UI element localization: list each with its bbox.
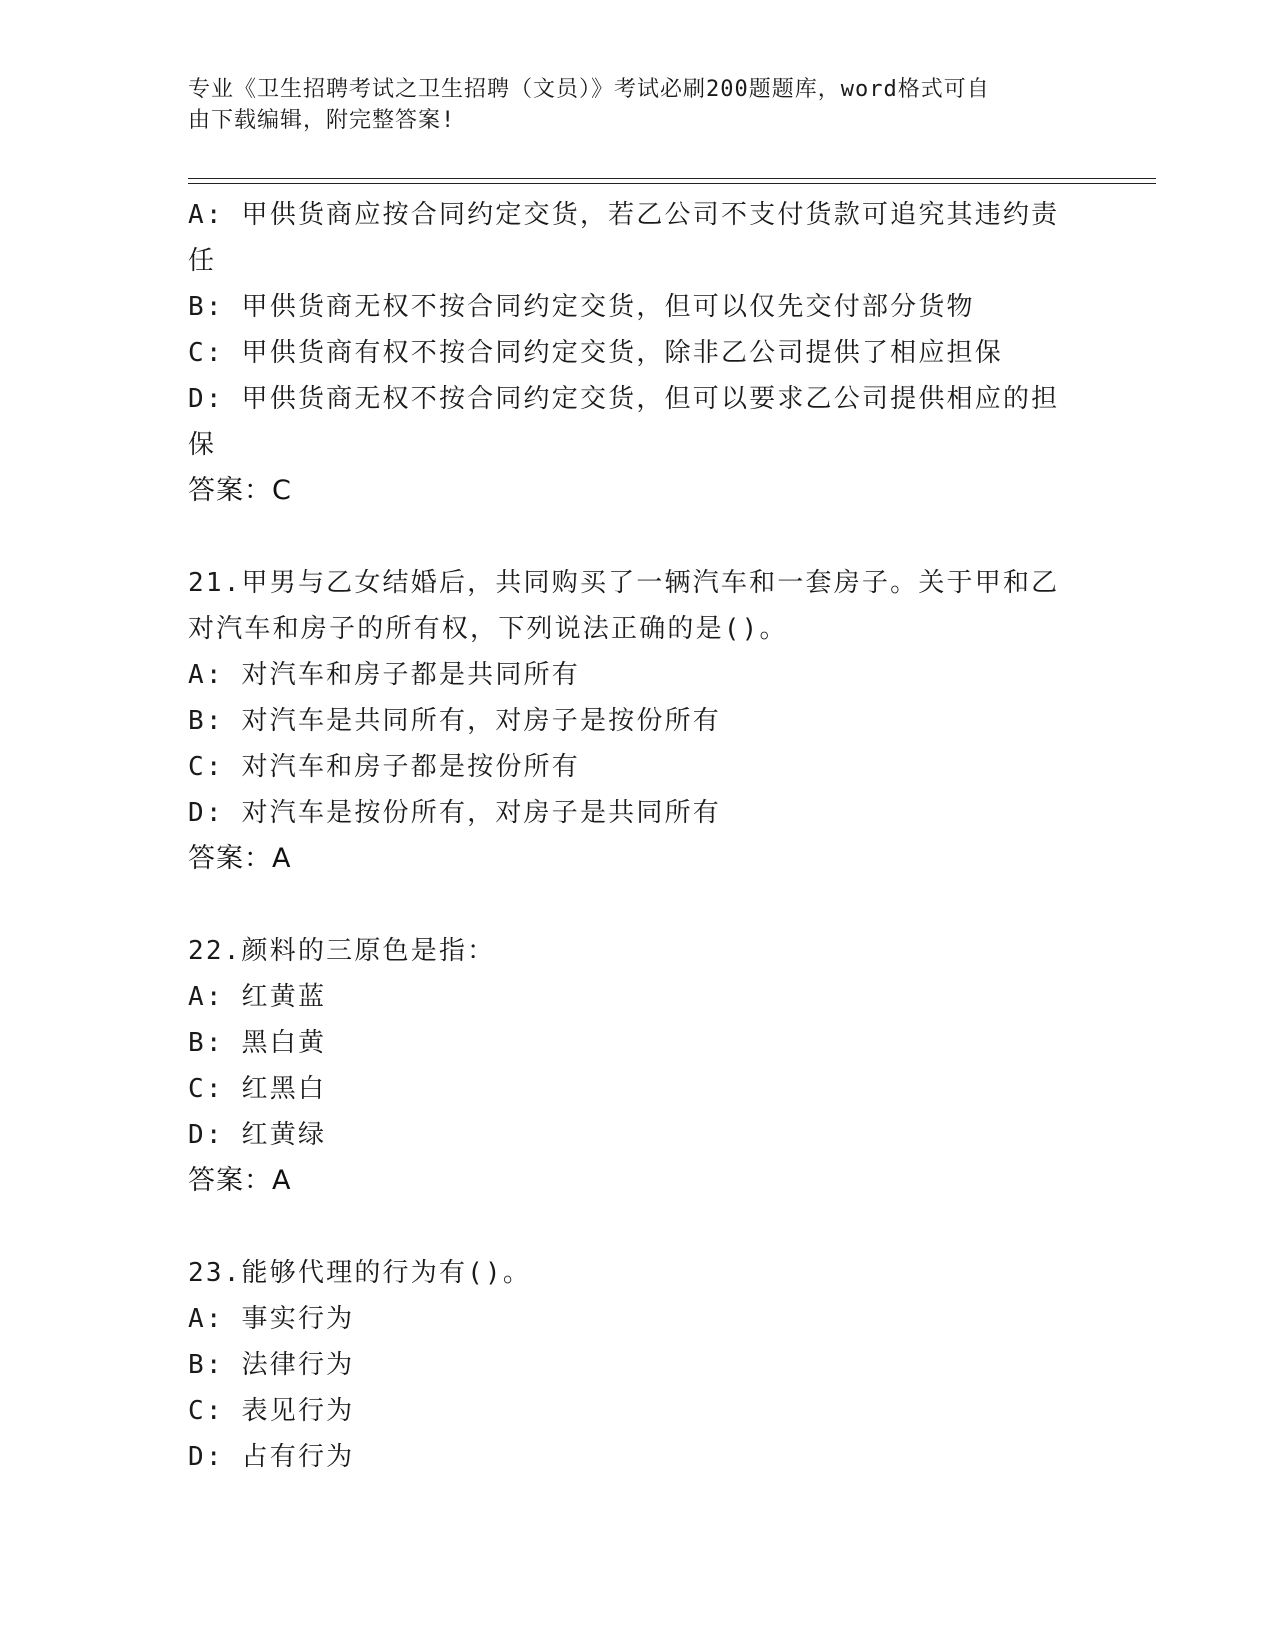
question-list <box>188 192 1088 1480</box>
option-line: B: 甲供货商无权不按合同约定交货，但可以仅先交付部分货物 <box>188 292 975 322</box>
answer-line: 答案：C <box>188 475 292 506</box>
option-line: A: 甲供货商应按合同约定交货，若乙公司不支付货款可追究其违约责 <box>188 200 1060 230</box>
option-b: B: 黑白黄 <box>188 1028 327 1058</box>
option-line: 保 <box>188 430 217 460</box>
option-b: B: 对汽车是共同所有，对房子是按份所有 <box>188 706 721 736</box>
question-block-20 <box>188 192 1088 514</box>
answer-line: 答案：A <box>188 1165 292 1196</box>
spacer <box>188 514 1088 560</box>
option-d: D: 占有行为 <box>188 1442 355 1472</box>
option-c: C: 对汽车和房子都是按份所有 <box>188 752 580 782</box>
header-divider-bottom <box>188 183 1156 184</box>
question-stem: 对汽车和房子的所有权，下列说法正确的是()。 <box>188 614 788 644</box>
option-c: C: 表见行为 <box>188 1396 355 1426</box>
answer-line: 答案：A <box>188 843 292 874</box>
option-a: A: 对汽车和房子都是共同所有 <box>188 660 580 690</box>
option-line: C: 甲供货商有权不按合同约定交货，除非乙公司提供了相应担保 <box>188 338 1003 368</box>
header-divider-top <box>188 178 1156 179</box>
spacer <box>188 882 1088 928</box>
question-block-21 <box>188 560 1088 882</box>
option-line: 任 <box>188 246 217 276</box>
header-line-1: 专业《卫生招聘考试之卫生招聘（文员）》考试必刷200题题库，word格式可自 <box>188 77 990 102</box>
header-line-2: 由下载编辑，附完整答案! <box>188 108 456 133</box>
spacer <box>188 1204 1088 1250</box>
option-c: C: 红黑白 <box>188 1074 327 1104</box>
question-stem: 23.能够代理的行为有()。 <box>188 1258 532 1288</box>
option-d: D: 红黄绿 <box>188 1120 327 1150</box>
question-stem: 21.甲男与乙女结婚后，共同购买了一辆汽车和一套房子。关于甲和乙 <box>188 568 1060 598</box>
question-stem: 22.颜料的三原色是指： <box>188 936 496 966</box>
option-line: D: 甲供货商无权不按合同约定交货，但可以要求乙公司提供相应的担 <box>188 384 1060 414</box>
question-block-23 <box>188 1250 1088 1480</box>
option-a: A: 事实行为 <box>188 1304 355 1334</box>
document-header <box>188 74 1068 136</box>
question-block-22 <box>188 928 1088 1204</box>
option-a: A: 红黄蓝 <box>188 982 327 1012</box>
option-d: D: 对汽车是按份所有，对房子是共同所有 <box>188 798 721 828</box>
option-b: B: 法律行为 <box>188 1350 355 1380</box>
